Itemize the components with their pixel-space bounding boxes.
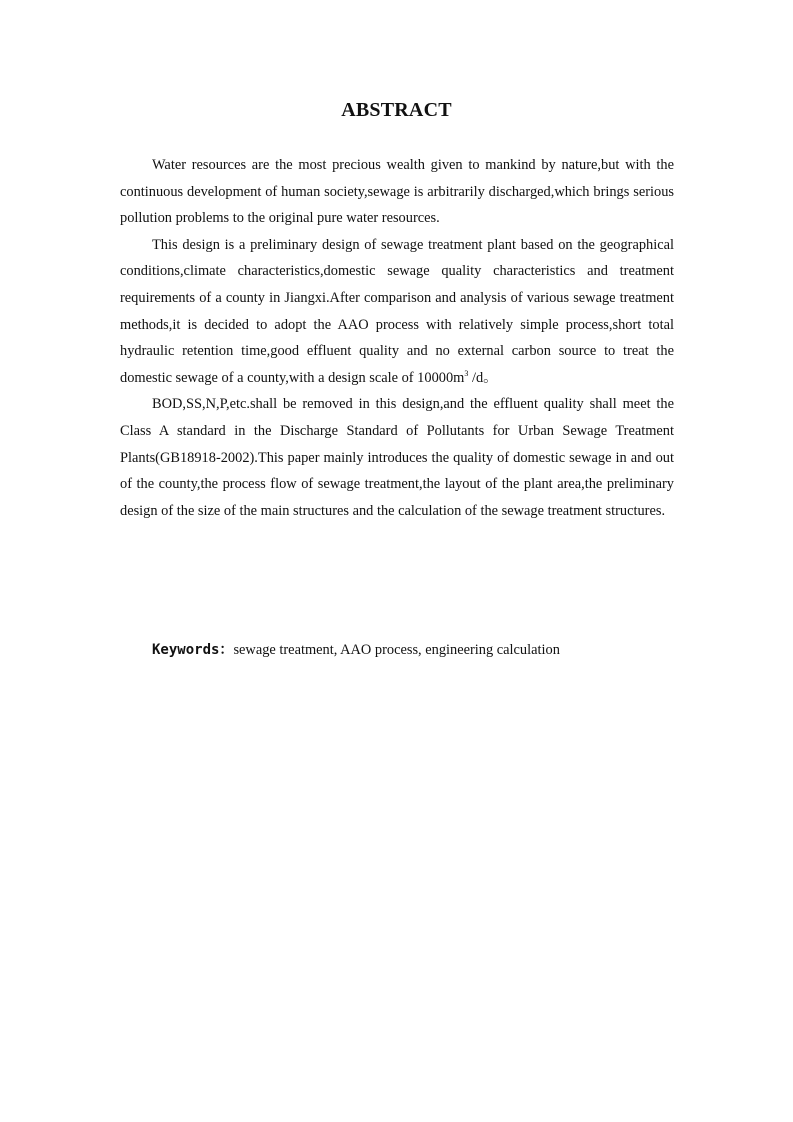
unit-superscript: 3 [464,368,469,378]
keywords-value: sewage treatment, AAO process, engineering calculation [233,642,560,658]
paragraph-1: Water resources are the most precious wealth given to mankind by nature,but with the continuous development of human society,sewage is arbitrarily discharged,which brings serious pollution problems to the original pure water resources. [120,157,674,227]
paragraph-2-text: This design is a preliminary design of sewage treatment plant based on the geographical conditions,climate characteristics,domestic sewage quality characteristics and treatment requirements of a county in Jiangxi.After comparison and analysis of various sewage treatment methods,it is decided to adopt the AAO process with relatively simple process,short total hydraulic retention time,good effluent quality and no external carbon source to treat the domestic sewage of a county,with a design scale of 10000m [120,236,674,386]
abstract-title: ABSTRACT [341,99,452,121]
paragraph-2 [120,232,674,392]
paragraph-3: BOD,SS,N,P,etc.shall be removed in this design,and the effluent quality shall meet the Class A standard in the Discharge Standard of Pollutants for Urban Sewage Treatment Plants(GB18918-2002).This paper mainly introduces the quality of domestic sewage in and out of the county,the process flow of sewage treatment,the layout of the plant area,the preliminary design of the size of the main structures and the calculation of the sewage treatment structures. [120,396,674,519]
keywords-label: Keywords： [152,642,234,658]
abstract-body [120,152,674,524]
keywords-line [152,637,560,663]
unit-suffix: /d。 [468,369,498,386]
